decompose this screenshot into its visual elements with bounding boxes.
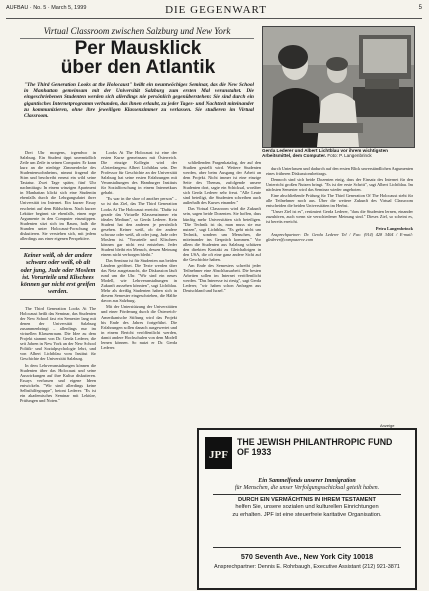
paragraph: Das Seminar ist für Studenten aus beiden Ländern geöffnet. Die Texte werden über das Netz ausgetauscht, die Diskussion läuft rund um die Uhr. "Wir sind ein neues Modell, wie Lehrveranstaltungen in Zukunft aussehen könnten", sagt Lichtblau. Mehr als dreißig Studenten haben sich in diesem Semester eingeschrieben, die Hälfte davon aus Salzburg. <box>101 257 177 304</box>
column-2 <box>101 150 177 584</box>
photo-illustration <box>263 27 414 147</box>
page-number: 5 <box>418 5 422 11</box>
paragraph: In dem Lehrveranstaltungen können die Studenten über das Holocaust und seine Auswirkungen auf ihre Kultur diskutieren. Essays verfassen und eigene Ideen entwickeln. "Wir sind allerdings keine Selbsthilfegruppe", betont Lederer. "Es ist ein akademisches Seminar mit Lektüre, Prüfungen und Noten." <box>20 362 96 403</box>
article-lead: "The Third Generation Looks at the Holocaust" heißt ein neuntwöchiges Seminar, das die New School in Manhattan gemeinsam mit der Universität Salzburg zum ersten Mal veranstaltet. Die eingeschriebenen Studenten werden sich allerdings nie persönlich gegenüberstehen: Sie sind durch ein gigantisches Internetprogramm verbunden, das ihnen erlaubt, zu jeder Tages- und Nachtzeit miteinander zu kommunizieren, ohne ihre jeweiligen Klassenzimmer zu verlassen. Sie studieren im Virtual Classroom. <box>24 82 254 120</box>
svg-text:JPF: JPF <box>209 449 228 461</box>
ad-subtitle <box>207 478 407 492</box>
paragraph: Drei Uhr morgens, irgendwo in Salzburg. Ein Student tippt unermüdlich Zeile um Zeile in seinen Computer. Er kann kurz an die niedrige Zimmerdecke des Studentenwohnheims, nimmt fragend die Stirn und beschreibt erneut ein wild seine Tastatur. Zwei Tage später, fünf Uhr nachmittags: In einem winzigen Apartment in Manhattan klickt sich eine Studentin ebenfalls durch die Lehrgangsdatei ihrer Universität im Internet. Ein kurzer Essay erscheint auf dem Bildschirm. Nach kurzer Lektüre beginnt sie ebenfalls, einen rege Argumente in den Computer einzutippen. Studenten sitzt sich im Raum, halb die Stunden unter Holocaust-Forschung zu diskutieren. Sie verstehen sich, mit jedem allerdings aus einer eigenen Perspektive. <box>20 150 96 241</box>
caption-text: Gerda Lederer und Albert Lichtblau vor ihrem wichtigsten Arbeitsmittel, dem Computer. <box>262 148 388 159</box>
column-4 <box>266 166 413 420</box>
author-signature: Petra Langenbrinck <box>375 225 413 231</box>
paragraph: Mit der Unterstützung der Universitäten und einer Förderung durch die Österreich-Amerikanische Stiftung wird das Projekt bis Ende des Jahres fortgeführt. Die Erfahrungen sollen danach ausgewertet und in einem Bericht veröffentlicht werden, damit andere Hochschulen von dem Modell lernen können. So nutzt er Dr. Gerda Lederer. <box>101 304 177 350</box>
advertisement-box <box>197 428 417 590</box>
contact-info: Ansprechpartner: Dr. Gerda Lederer Tel / Fax: (914) 428 3404 / E-mail: glederer@compuserve.com <box>266 231 413 242</box>
page-header <box>6 4 422 19</box>
ad-bequest-line-1: DURCH EIN VERMÄCHTNIS IN IHREM TESTAMENT <box>238 497 376 503</box>
jpf-logo <box>205 437 232 469</box>
ad-bequest-line-3: zu erhalten. JPF ist eine steuerfreie karitative Organisation. <box>232 511 382 518</box>
column-1-top <box>20 150 96 246</box>
photo-credit: Foto: P. Langenbrinck <box>327 153 372 159</box>
headline-line-1: Per Mausklick <box>74 38 202 59</box>
jpf-logo-icon <box>205 437 232 469</box>
paragraph: Eine abschließende Prüfung für The Third Generation Of The Holocaust steht für alle Teilnehmer noch aus. Über die weitere Zukunft des Virtual Classroom entscheiden die beiden Universitäten im Herbst. <box>266 193 413 209</box>
article-photo <box>262 26 415 148</box>
issue-info: AUFBAU · No. 5 · March 5, 1999 <box>6 5 87 11</box>
paragraph: Am Ende des Semesters schreibt jeder Teilnehmer eine Abschlussarbeit. Die besten Arbeiten sollen im Internet veröffentlicht werden. "Das Interesse ist riesig", sagt Gerda Lederer, "wir haben schon Anfragen aus Deutschland und Israel." <box>183 262 261 294</box>
paragraph: "Unser Ziel ist es", resümiert Gerda Lederer, "dass die Studenten lernen, einander zuzuhören, auch wenn sie verschiedener Meinung sind." Dieses Ziel, so scheint es, ist bereits erreicht. <box>266 209 413 225</box>
ad-address: 570 Seventh Ave., New York City 10018 <box>240 552 374 561</box>
paragraph: Das Virtual Classroom wird die Zukunft sein, sagen beide Dozenten. Sie hoffen, dass künftig mehr Universitäten sich beteiligen. "Die Technik ist da, man muss sie nur nutzen", sagt Lichtblau. "Es geht nicht um Technik, sondern um Menschen, die miteinander ins Gespräch kommen." Vor allem die Studenten aus Salzburg schätzen den direkten Kontakt zu Gleichaltrigen in den USA, die oft eine ganz andere Sicht auf die Geschichte haben. <box>183 206 261 262</box>
paragraph: schließenden Fragenkatalog, der auf den Studien gestellt wird. Weitere Studenten werden, aber beim Ausgang der Arbeit an dem Projekt. Nicht immer ist eine einzige Seite des Themas, zufolgende unsere Studenten dort, sagte ein Schicksal, worüber sich Gerda Lederer sehr freut. "Alle Leute sind beteiligt, die Studenten schreiben auch außerhalb des Kurses einander." <box>183 160 261 206</box>
paragraph: The Third Generation Looks At The Holocaust heißt das Seminar, das Studenten der New School fast ein Semester lang mit denen der Universität Salzburg zusammenbringt – allerdings nur im virtuellen Klassenraum. Die Idee zu dem Projekt stammt von Dr. Gerda Lederer, die seit Jahren in New York an der New School Politik- und Sozialpsychologie lehrt, und von Albert Lichtblau vom Institut für Geschichte der Universität Salzburg. <box>20 306 96 362</box>
paragraph: Dennoch sind sich beide Dozenten einig, dass der Einsatz des Internet für den Unterricht großen Nutzen bringt. "Es ist der erste Schritt", sagt Albert Lichtblau. Im nächsten Semester wird das Seminar wieder angeboten. <box>266 177 413 193</box>
article-headline <box>22 39 254 77</box>
ad-subtitle-line-1: Ein Sammelfonds unserer Immigration <box>258 478 356 484</box>
advertisement-label: Anzeige <box>380 423 395 428</box>
paragraph: "Es war in the shoe of another person" – so ist das Ziel, das The Third Generation Looks At The Holocaust erreicht. "Dafür ist gerade das Virtuelle Klassenzimmer ein ideales Medium", so Gerda Lederer. Kein Student hat den anderen je persönlich gesehen. Keiner weiß, ob der andere schwarz oder weiß, alt oder jung, Jude oder Moslem ist. "Vorurteile und Klischees können gar nicht erst entstehen. Jeder Student bleibt ein Mensch, dessen Meinung einem nicht verborgen bleibt." <box>101 196 177 257</box>
ad-bequest-line-2: helfen Sie, unsere sozialen und kulturellen Einrichtungen <box>235 504 379 511</box>
pull-quote: Keiner weiß, ob der andere schwarz oder weiß, ob alt oder jung, Jude oder Moslem ist. Vorurteile und Klischees können gar nicht erst greifen werden. <box>20 248 96 300</box>
headline-line-2: über den Atlantik <box>60 57 216 78</box>
ad-divider <box>213 547 401 548</box>
ad-title <box>237 437 407 457</box>
column-1-bottom <box>20 306 96 584</box>
ad-bequest-text <box>207 497 407 519</box>
column-3 <box>183 160 261 422</box>
ad-title-line-2: OF 1933 <box>237 447 272 457</box>
photo-caption <box>262 148 413 159</box>
ad-title-line-1: THE JEWISH PHILANTHROPIC FUND <box>237 437 393 447</box>
article-kicker: Virtual Classroom zwischen Salzburg und New York <box>20 26 254 39</box>
ad-subtitle-line-2: für Menschen, die unser Verfolgungsschicksal geteilt haben. <box>234 485 380 492</box>
ad-contact: Ansprechpartner: Dennis E. Rohrbaugh, Executive Assistant (212) 921-3871 <box>214 564 400 570</box>
paragraph: Looks At The Holocaust ist eine der ersten Kurse gemeinsam mit Österreich. Die einzige Kollegin wird der »Unterfangen« Albert Lichtblau sein. Der Professor für Geschichte an der Universität Salzburg hat seine ersten Erfahrungen mit Veranstaltungen des Hamburger Instituts für Sozialforschung in einem Internetkurs gehabt. <box>101 150 177 196</box>
newspaper-section-title: DIE GEGENWART <box>165 4 267 16</box>
ad-divider <box>213 494 401 495</box>
paragraph: durch Unterlassen und dadurch auf den ersten Blick unverständlichen Argumenten eines früheren Diskussionsbeitrags. <box>266 166 413 177</box>
